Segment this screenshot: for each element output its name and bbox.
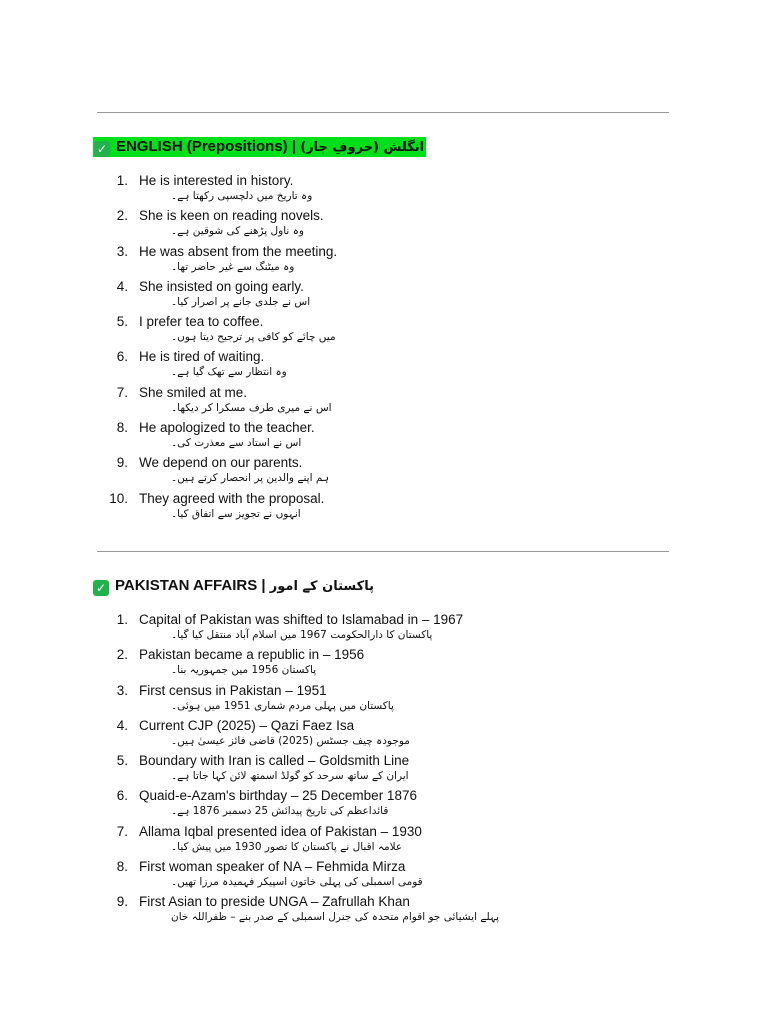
item-english: She insisted on going early. [139,278,304,294]
check-mark-icon: ✓ [94,141,110,157]
item-number: 9. [116,894,128,910]
section-heading-pakistan-affairs [93,576,374,596]
item-english: Boundary with Iran is called – Goldsmith Line [139,753,410,769]
item-number: 7. [116,384,128,400]
item-english: He is interested in history. [139,173,294,188]
heading-title-ur: پاکستان کے امور [269,579,374,594]
item-english: She smiled at me. [139,384,248,400]
item-urdu: اس نے استاد سے معذرت کی۔ [171,437,302,450]
item-english: First Asian to preside UNGA – Zafrullah Khan [139,894,410,910]
item-urdu: موجودہ چیف جسٹس (2025) قاضی فائز عیسیٰ ہیں۔ [171,734,410,747]
item-urdu: قائداعظم کی تاریخ پیدائش 25 دسمبر 1876 ہے۔ [171,805,389,818]
item-english: She is keen on reading novels. [139,208,324,224]
item-english: Quaid-e-Azam's birthday – 25 December 1876 [139,788,417,804]
item-number: 5. [116,753,128,769]
item-english: I prefer tea to coffee. [139,314,264,330]
item-english: He was absent from the meeting. [139,243,338,259]
item-english: First woman speaker of NA – Fehmida Mirza [139,859,406,875]
heading-title-ur: انگلش (حروفِ جار) [300,140,425,155]
item-english: Current CJP (2025) – Qazi Faez Isa [139,717,355,733]
heading-title-en: PAKISTAN AFFAIRS | [115,577,270,594]
item-urdu: وہ میٹنگ سے غیر حاضر تھا۔ [171,260,295,273]
item-number: 6. [116,349,128,365]
item-urdu: علامہ اقبال نے پاکستان کا تصور 1930 میں پیش کیا۔ [171,840,403,853]
check-mark-icon: ✓ [93,580,109,596]
item-english: Allama Iqbal presented idea of Pakistan – 1930 [139,823,422,839]
item-number: 4. [116,278,128,294]
item-number: 4. [116,717,128,733]
item-english: He is tired of waiting. [139,349,265,365]
item-number: 2. [116,208,128,224]
item-number: 3. [116,243,128,259]
item-english: He apologized to the teacher. [139,420,315,436]
item-number: 8. [116,859,128,875]
item-number: 7. [116,823,128,839]
item-number: 1. [116,612,128,627]
item-urdu: اس نے جلدی جانے پر اصرار کیا۔ [171,295,311,308]
item-number: 2. [116,647,128,663]
item-urdu: ایران کے ساتھ سرحد کو گولڈ اسمتھ لائن کہا جاتا ہے۔ [171,770,409,783]
item-english: First census in Pakistan – 1951 [139,682,327,698]
item-urdu: پہلے ایشیائی جو اقوام متحدہ کی جنرل اسمبلی کے صدر بنے – ظفراللہ خان [171,911,500,924]
section-divider-top [97,112,669,113]
heading-title-en: ENGLISH (Prepositions) | [116,138,301,155]
item-english: They agreed with the proposal. [139,490,325,506]
section-heading-english [93,137,426,157]
item-english: Capital of Pakistan was shifted to Islamabad in – 1967 [139,612,464,627]
item-urdu: اس نے میری طرف مسکرا کر دیکھا۔ [171,401,332,414]
item-number: 3. [116,682,128,698]
item-english: We depend on our parents. [139,455,303,471]
item-urdu: پاکستان میں پہلی مردم شماری 1951 میں ہوئی۔ [171,699,394,712]
item-number: 10. [109,490,128,506]
item-number: 1. [116,173,128,188]
item-urdu: ہم اپنے والدین پر انحصار کرتے ہیں۔ [171,472,329,485]
item-urdu: پاکستان کا دارالحکومت 1967 میں اسلام آباد منتقل کیا گیا۔ [171,629,433,641]
section-divider-middle [97,551,669,552]
item-number: 9. [116,455,128,471]
item-english: Pakistan became a republic in – 1956 [139,647,365,663]
item-number: 6. [116,788,128,804]
item-urdu: انہوں نے تجویز سے اتفاق کیا۔ [171,507,301,520]
item-urdu: وہ انتظار سے تھک گیا ہے۔ [171,366,287,379]
item-number: 8. [116,420,128,436]
item-urdu: پاکستان 1956 میں جمہوریہ بنا۔ [171,664,317,677]
item-urdu: میں چائے کو کافی پر ترجیح دیتا ہوں۔ [171,331,336,344]
item-urdu: وہ ناول پڑھنے کی شوقین ہے۔ [171,225,304,238]
item-number: 5. [116,314,128,330]
item-urdu: قومی اسمبلی کی پہلی خاتون اسپیکر فہمیدہ مرزا تھیں۔ [171,876,423,889]
item-urdu: وہ تاریخ میں دلچسپی رکھتا ہے۔ [171,190,313,202]
